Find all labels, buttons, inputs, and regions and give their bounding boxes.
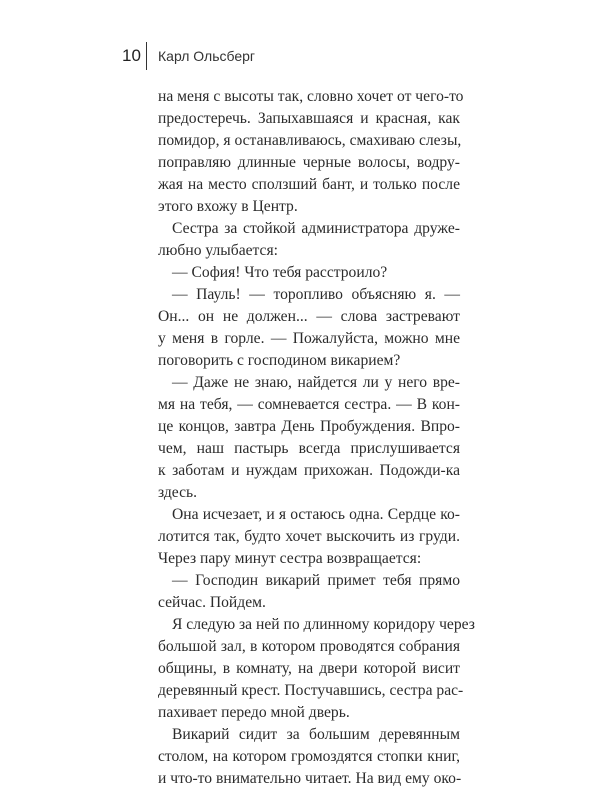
text-line: общины, в комнату, на двери которой висит	[158, 660, 460, 677]
text-line: здесь.	[158, 484, 198, 501]
page-number: 10	[122, 46, 141, 65]
text-line: Через пару минут сестра возвращается:	[158, 550, 422, 567]
text-line: столом, на котором громоздятся стопки книг,	[158, 748, 460, 765]
text-line: пахивает передо мной дверь.	[158, 704, 350, 721]
text-line: — Даже не знаю, найдется ли у него вре-	[172, 374, 460, 391]
text-line: предостеречь. Запыхавшаяся и красная, как	[158, 110, 460, 127]
text-line: и что-то внимательно читает. На вид ему око-	[158, 770, 462, 787]
paragraph	[158, 504, 460, 570]
text-line: Она исчезает, и я остаюсь одна. Сердце ко-	[172, 506, 460, 523]
paragraph	[158, 218, 460, 262]
text-line: це концов, завтра День Пробуждения. Впро-	[158, 418, 460, 435]
text-line: — Господин викарий примет тебя прямо	[172, 572, 460, 589]
text-line: у меня в горле. — Пожалуйста, можно мне	[158, 330, 460, 347]
text-line: — Пауль! — торопливо объясняю я. —	[172, 286, 460, 303]
paragraph	[158, 372, 460, 504]
paragraph	[158, 724, 460, 790]
header-divider	[146, 42, 147, 70]
paragraph	[158, 284, 460, 372]
text-line: любно улыбается:	[158, 242, 278, 259]
text-line: помидор, я останавливаюсь, смахиваю слезы,	[158, 132, 462, 149]
text-line: Он... он не должен... — слова застревают	[158, 308, 460, 325]
paragraph	[158, 570, 460, 614]
text-line: на меня с высоты так, словно хочет от чего-то	[158, 88, 464, 105]
text-line: большой зал, в котором проводятся собрания	[158, 638, 460, 655]
text-line: — София! Что тебя расстроило?	[172, 264, 388, 281]
text-line: чем, наш пастырь всегда прислушивается	[158, 440, 460, 457]
text-line: мя на тебя, — сомневается сестра. — В кон-	[158, 396, 460, 413]
text-line: к заботам и нуждам прихожан. Подожди-ка	[158, 462, 460, 479]
text-line: Я следую за ней по длинному коридору через	[172, 616, 475, 633]
text-line: поговорить с господином викарием?	[158, 352, 401, 369]
text-line: лотится так, будто хочет выскочить из груди.	[158, 528, 460, 545]
text-line: сейчас. Пойдем.	[158, 594, 266, 611]
paragraph	[158, 262, 460, 284]
running-header-author: Карл Ольсберг	[158, 48, 256, 64]
text-line: Викарий сидит за большим деревянным	[172, 726, 460, 743]
text-line: поправляю длинные черные волосы, водру-	[158, 154, 460, 171]
text-line: Сестра за стойкой администратора друже-	[172, 220, 460, 237]
text-line: деревянный крест. Постучавшись, сестра рас-	[158, 682, 464, 699]
body-text	[158, 86, 475, 790]
text-line: жая на место сползший бант, и только после	[158, 176, 460, 193]
text-line: этого вхожу в Центр.	[158, 198, 298, 215]
paragraph	[158, 86, 464, 218]
running-header	[0, 38, 600, 68]
paragraph	[158, 614, 475, 724]
